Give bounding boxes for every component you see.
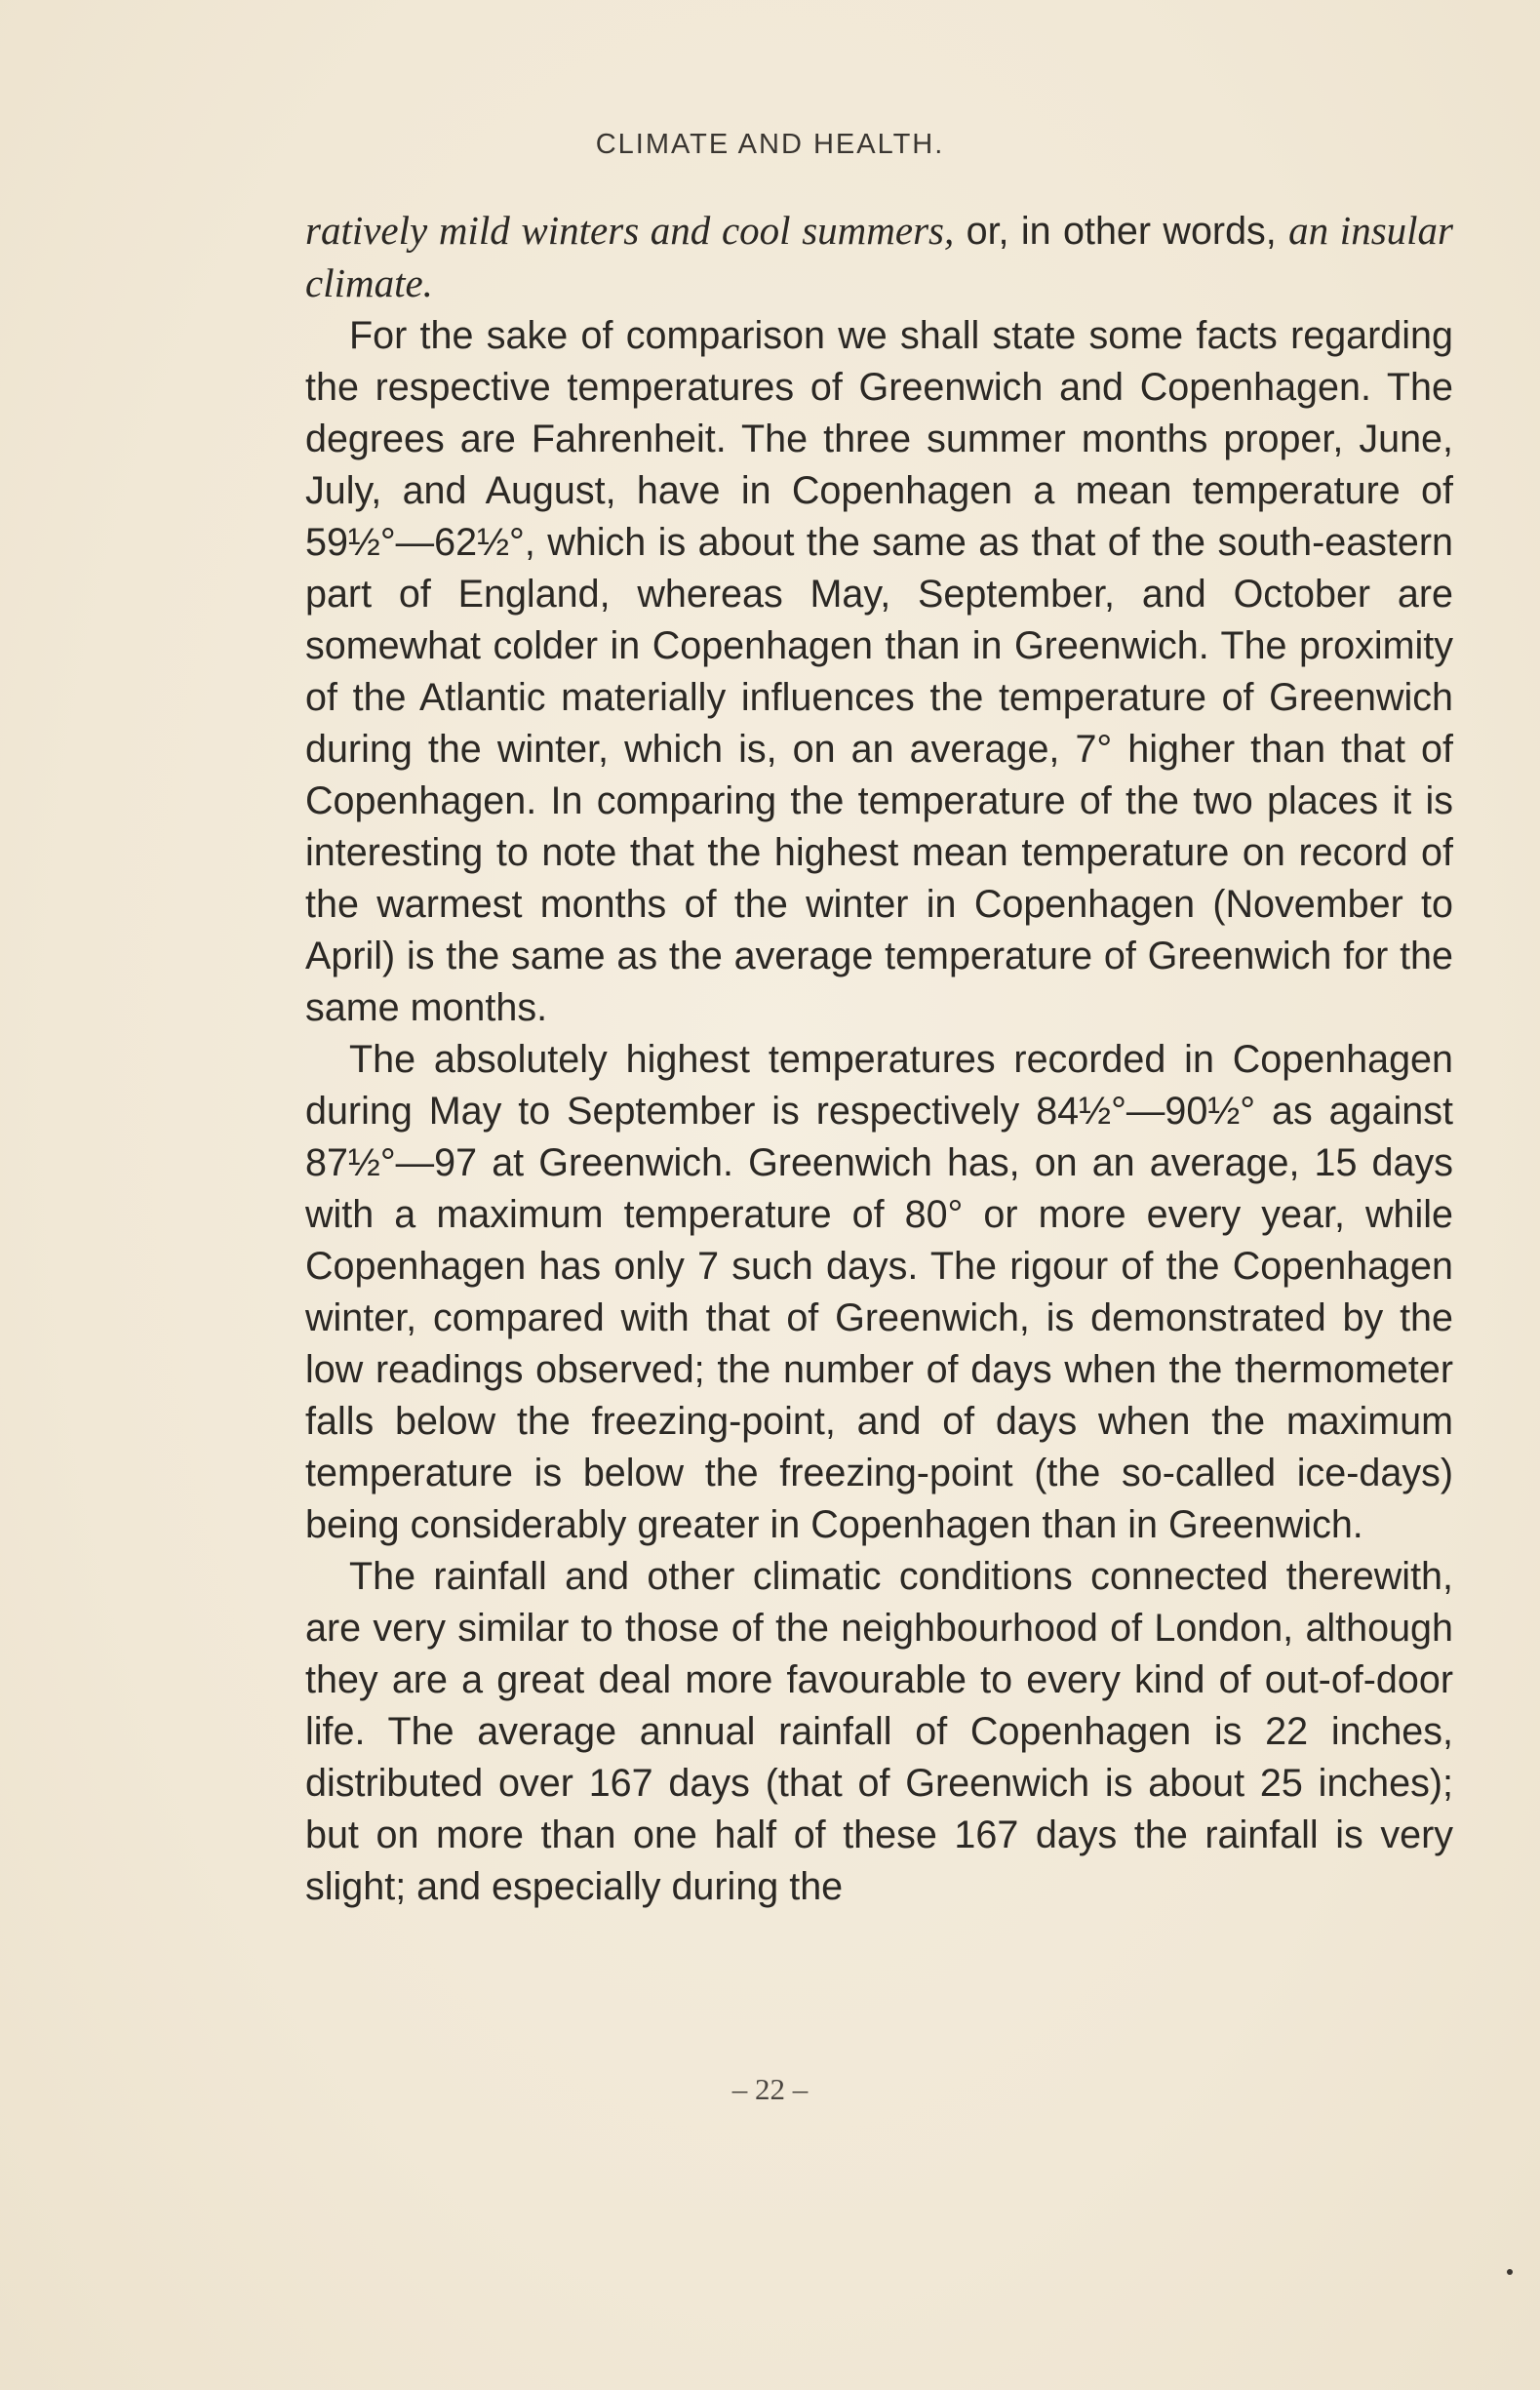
paragraph-rainfall: The rainfall and other climatic conditions connected therewith, are very similar to those of the neighbourhood of London, although they are a great deal more favourable to every kind of out-of-door life. The average annual rainfall of Copenhagen is 22 inches, distributed over 167 days (that of Greenwich is about 25 inches); but on more than one half of these 167 days the rainfall is very slight; and especially during the: [305, 1555, 1453, 1908]
running-head: CLIMATE AND HEALTH.: [595, 129, 945, 160]
italic-phrase: ratively mild winters and cool summers,: [305, 208, 955, 253]
italic-phrase: an insular climate.: [305, 208, 1454, 305]
paragraph-temperature-comparison: For the sake of comparison we shall state some facts regarding the respective temperatures of Greenwich and Copenhagen. The degrees are Fahrenheit. The three summer months proper, June, July, and August, have in Copenhagen a mean temperature of 59½°—62½°, which is about the same as that of the south-eastern part of England, whereas May, September, and October are somewhat colder in Copenhagen than in Greenwich. The proximity of the Atlantic materially influences the temperature of Greenwich during the winter, which is, on an average, 7° higher than that of Copenhagen. In comparing the temperature of the two places it is interesting to note that the highest mean temperature on record of the warmest months of the winter in Copenhagen (November to April) is the same as the average temperature of Greenwich for the same months.: [305, 314, 1453, 1029]
paragraph-text: or, in other words,: [954, 210, 1289, 253]
body-text: [305, 205, 1453, 1913]
paragraph-continuation: [305, 205, 1453, 310]
page-number: – 22 –: [731, 2072, 809, 2106]
paragraph-highest-temperatures: The absolutely highest temperatures recorded in Copenhagen during May to September is respectively 84½°—90½° as against 87½°—97 at Greenwich. Greenwich has, on an average, 15 days with a maximum temperature of 80° or more every year, while Copenhagen has only 7 such days. The rigour of the Copenhagen winter, compared with that of Greenwich, is demonstrated by the low readings observed; the number of days when the thermometer falls below the freezing-point, and of days when the maximum temperature is below the freezing-point (the so-called ice-days) being considerably greater in Copenhagen than in Greenwich.: [305, 1038, 1453, 1546]
paper-speck: [1507, 2269, 1513, 2275]
